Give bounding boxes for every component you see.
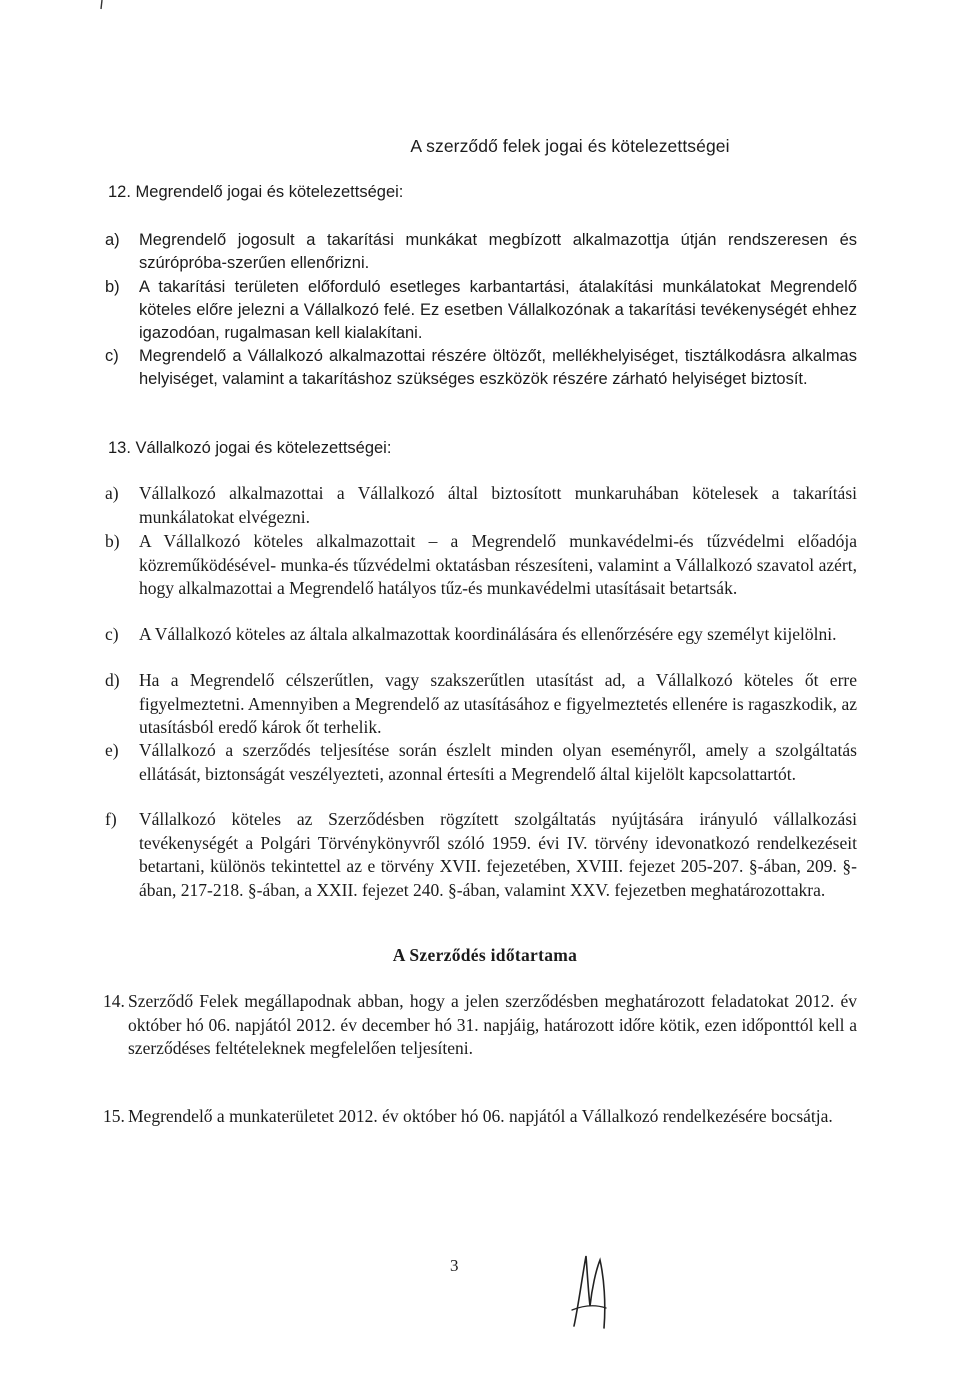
section-text: Megrendelő a munkaterületet 2012. év október hó 06. napjától a Vállalkozó rendelkezésére bocsátja. [128, 1106, 833, 1126]
item-text: A Vállalkozó köteles alkalmazottait – a Megrendelő munkavédelmi-és tűzvédelmi előadója közreműködésével- munka-és tűzvédelmi oktatásban részesíteni, valamint a Vállalkozó szavatol azért, hogy alkalmazottai a Megrendelő hatályos tűz-és munkavédelmi utasításait betartsák. [139, 531, 857, 599]
duration-heading: A Szerződés időtartama [392, 945, 578, 965]
item-label: a) [105, 231, 120, 249]
item-text: Vállalkozó a szerződés teljesítése során észlelt minden olyan eseményről, amely a szolgáltatás ellátását, biztonságát veszélyezteti, azonnal értesíti a Megrendelő által kijelölt kapcsolattartót. [139, 740, 857, 784]
section-text: Szerződő Felek megállapodnak abban, hogy a jelen szerződésben meghatározott feladatokat 2012. év október hó 06. napjától 2012. év december hó 31. napjáig, határozott időre kötik, ezen időponttól kell a szerződéses feltételeknek megfelelően teljesíteni. [128, 991, 857, 1059]
signature-mark [560, 1248, 620, 1338]
item-text: Ha a Megrendelő célszerűtlen, vagy szakszerűtlen utasítást ad, a Vállalkozó köteles őt erre figyelmeztetni. Amennyiben a Megrendelő az utasításához e figyelmeztetés ellenére is ragaszkodik, az utasításból eredő károk őt terhelik. [139, 670, 857, 738]
section-13-item-b [105, 530, 857, 601]
section-12-item-b [105, 276, 857, 344]
section-14 [103, 990, 857, 1061]
item-label: b) [105, 278, 120, 296]
section-number: 14. [103, 991, 125, 1011]
item-text: Megrendelő jogosult a takarítási munkákat megbízott alkalmazottja útján rendszeresen és szúrópróba-szerűen ellenőrizni. [139, 231, 857, 272]
section-title: Vállalkozó jogai és kötelezettségei: [135, 439, 392, 457]
section-12-heading [108, 181, 403, 204]
section-13-item-d [105, 669, 857, 740]
section-number: 12. [108, 183, 131, 201]
item-text: Megrendelő a Vállalkozó alkalmazottai részére öltözőt, mellékhelyiséget, tisztálkodásra alkalmas helyiséget, valamint a takarításhoz szükséges eszközök részére zárható helyiséget biztosít. [139, 347, 857, 388]
page-number: 3 [450, 1256, 459, 1275]
item-text: A Vállalkozó köteles az általa alkalmazottak koordinálására és ellenőrzésére egy személyt kijelölni. [139, 624, 837, 644]
section-13-item-c [105, 623, 857, 647]
section-12-item-a [105, 229, 857, 275]
section-12-item-c [105, 345, 857, 391]
item-label: c) [105, 624, 119, 644]
section-13-item-e [105, 739, 857, 786]
item-label: f) [105, 809, 117, 829]
page-title: A szerződő felek jogai és kötelezettségei [410, 136, 730, 156]
section-13-heading [108, 437, 391, 460]
item-text: A takarítási területen előforduló esetleges karbantartási, átalakítási munkálatokat Megrendelő köteles előre jelezni a Vállalkozó felé. Ez esetben Vállalkozónak a takarítási tevékenységét ehhez igazodóan, rugalmasan kell kialakítani. [139, 278, 857, 342]
item-label: d) [105, 670, 120, 690]
section-13-item-f [105, 808, 857, 902]
item-text: Vállalkozó alkalmazottai a Vállalkozó által biztosított munkaruhában kötelesek a takarítási munkálatokat elvégezni. [139, 483, 857, 527]
section-13-item-a [105, 482, 857, 529]
item-label: e) [105, 740, 119, 760]
section-number: 15. [103, 1106, 125, 1126]
section-15 [103, 1105, 857, 1129]
item-text: Vállalkozó köteles az Szerződésben rögzített szolgáltatás nyújtására irányuló vállalkozási tevékenységét a Polgári Törvénykönyvről szóló 1959. évi IV. törvény idevonatkozó rendelkezéseit betartani, különös tekintettel az e törvény XVII. fejezetében, XVIII. fejezet 205-207. §-ában, 209. §-ában, 217-218. §-ában, a XXII. fejezet 240. §-ában, valamint XXV. fejezetben meghatározottakra. [139, 809, 857, 900]
section-title: Megrendelő jogai és kötelezettségei: [135, 183, 404, 201]
section-number: 13. [108, 439, 131, 457]
item-label: c) [105, 347, 119, 365]
item-label: a) [105, 483, 119, 503]
item-label: b) [105, 531, 120, 551]
corner-mark [98, 0, 104, 10]
